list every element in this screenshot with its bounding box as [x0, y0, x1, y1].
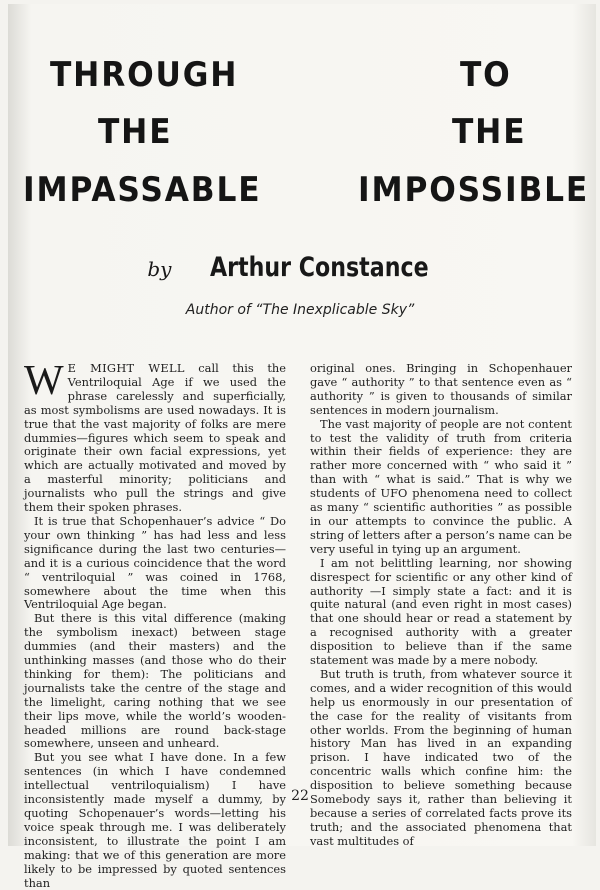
article-column-left: [24, 358, 286, 890]
title-word-through: THROUGH: [50, 55, 239, 95]
article-paragraph: I am not belittling learning, nor showing disrespect for scientific or any other kind of authority —I simply state a fact: and it is quite natural (and even right in most cases) that one should hear or read a statement by a recognised authority with a greater disposition to believe than if the same statement was made by a mere nobody.: [310, 555, 572, 668]
title-word-impassable: IMPASSABLE: [23, 170, 262, 210]
article-paragraph: It is true that Schopenhauer’s advice “ Do your own thinking ” has had less and less significance during the last two centuries—and it is a curious coincidence that the word “ ventriloquial ” was coined in 1768, somewhere about the time when this Ventriloquial Age began.: [24, 513, 286, 612]
article-column-right: [310, 361, 572, 848]
article-paragraph: But there is this vital difference (making the symbolism inexact) between stage dummies (and their masters) and the unthinking masses (and those who do their thinking for them): The politicians and journalists take the centre of the stage and the limelight, caring nothing that we see their lips move, while the world’s wooden-headed millions are round back-stage somewhere, unseen and unheard.: [24, 611, 286, 751]
author-name: Arthur Constance: [210, 252, 429, 283]
title-word-to: TO: [460, 55, 512, 95]
paragraph-text: call this the Ventriloquial Age if we used the phrase carelessly and superficially, as most symbolisms are used nowadays. It is true that the vast majority of folks are mere dummies—figures which seem to speak and originate their own facial expressions, yet which are actually motivated and moved by a masterful minority; politicians and journalists who pull the strings and give them their spoken phrases.: [24, 361, 286, 515]
byline: [0, 252, 600, 283]
title-word-the-left: THE: [98, 112, 173, 152]
article-paragraph: [24, 358, 286, 515]
title-word-impossible: IMPOSSIBLE: [358, 170, 590, 210]
lead-in-caps: E MIGHT WELL: [67, 361, 185, 375]
article-paragraph: But truth is truth, from whatever source it comes, and a wider recognition of this would help us enormously in our presentation of the case for the reality of visitants from other worlds. From the beginning of human history Man has lived in an expanding prison. I have indicated two of the concentric walls which confine him: the disposition to believe something because Somebody says it, rather than believing it because a series of correlated facts prove its truth; and the associated phenomena that vast multitudes of: [310, 666, 572, 848]
title-word-the-right: THE: [452, 112, 527, 152]
article-paragraph: But you see what I have done. In a few sentences (in which I have condemned intellectual ventriloquialism) I have inconsistently made myself a dummy, by quoting Schopenauer’s words—letting his voice speak through me. I was deliberately inconsistent, to illustrate the point I am making: that we of this generation are more likely to be impressed by quoted sentences than: [24, 750, 286, 890]
page-number: 22: [291, 788, 309, 804]
article-paragraph: original ones. Bringing in Schopenhauer gave “ authority ” to that sentence even as “ authority ” is given to thousands of similar sentences in modern journalism.: [310, 361, 572, 417]
drop-cap: W: [24, 358, 64, 404]
author-credit: Author of “The Inexplicable Sky”: [185, 302, 415, 318]
article-paragraph: The vast majority of people are not content to test the validity of truth from criteria within their fields of experience: they are rather more concerned with “ who said it ” than with “ what is said.” That is why we students of UFO phenomena need to collect as many “ scientific authorities ” as possible in our attempts to convince the public. A string of letters after a person’s name can be very useful in tying up an argument.: [310, 416, 572, 556]
byline-by: by: [147, 257, 172, 281]
